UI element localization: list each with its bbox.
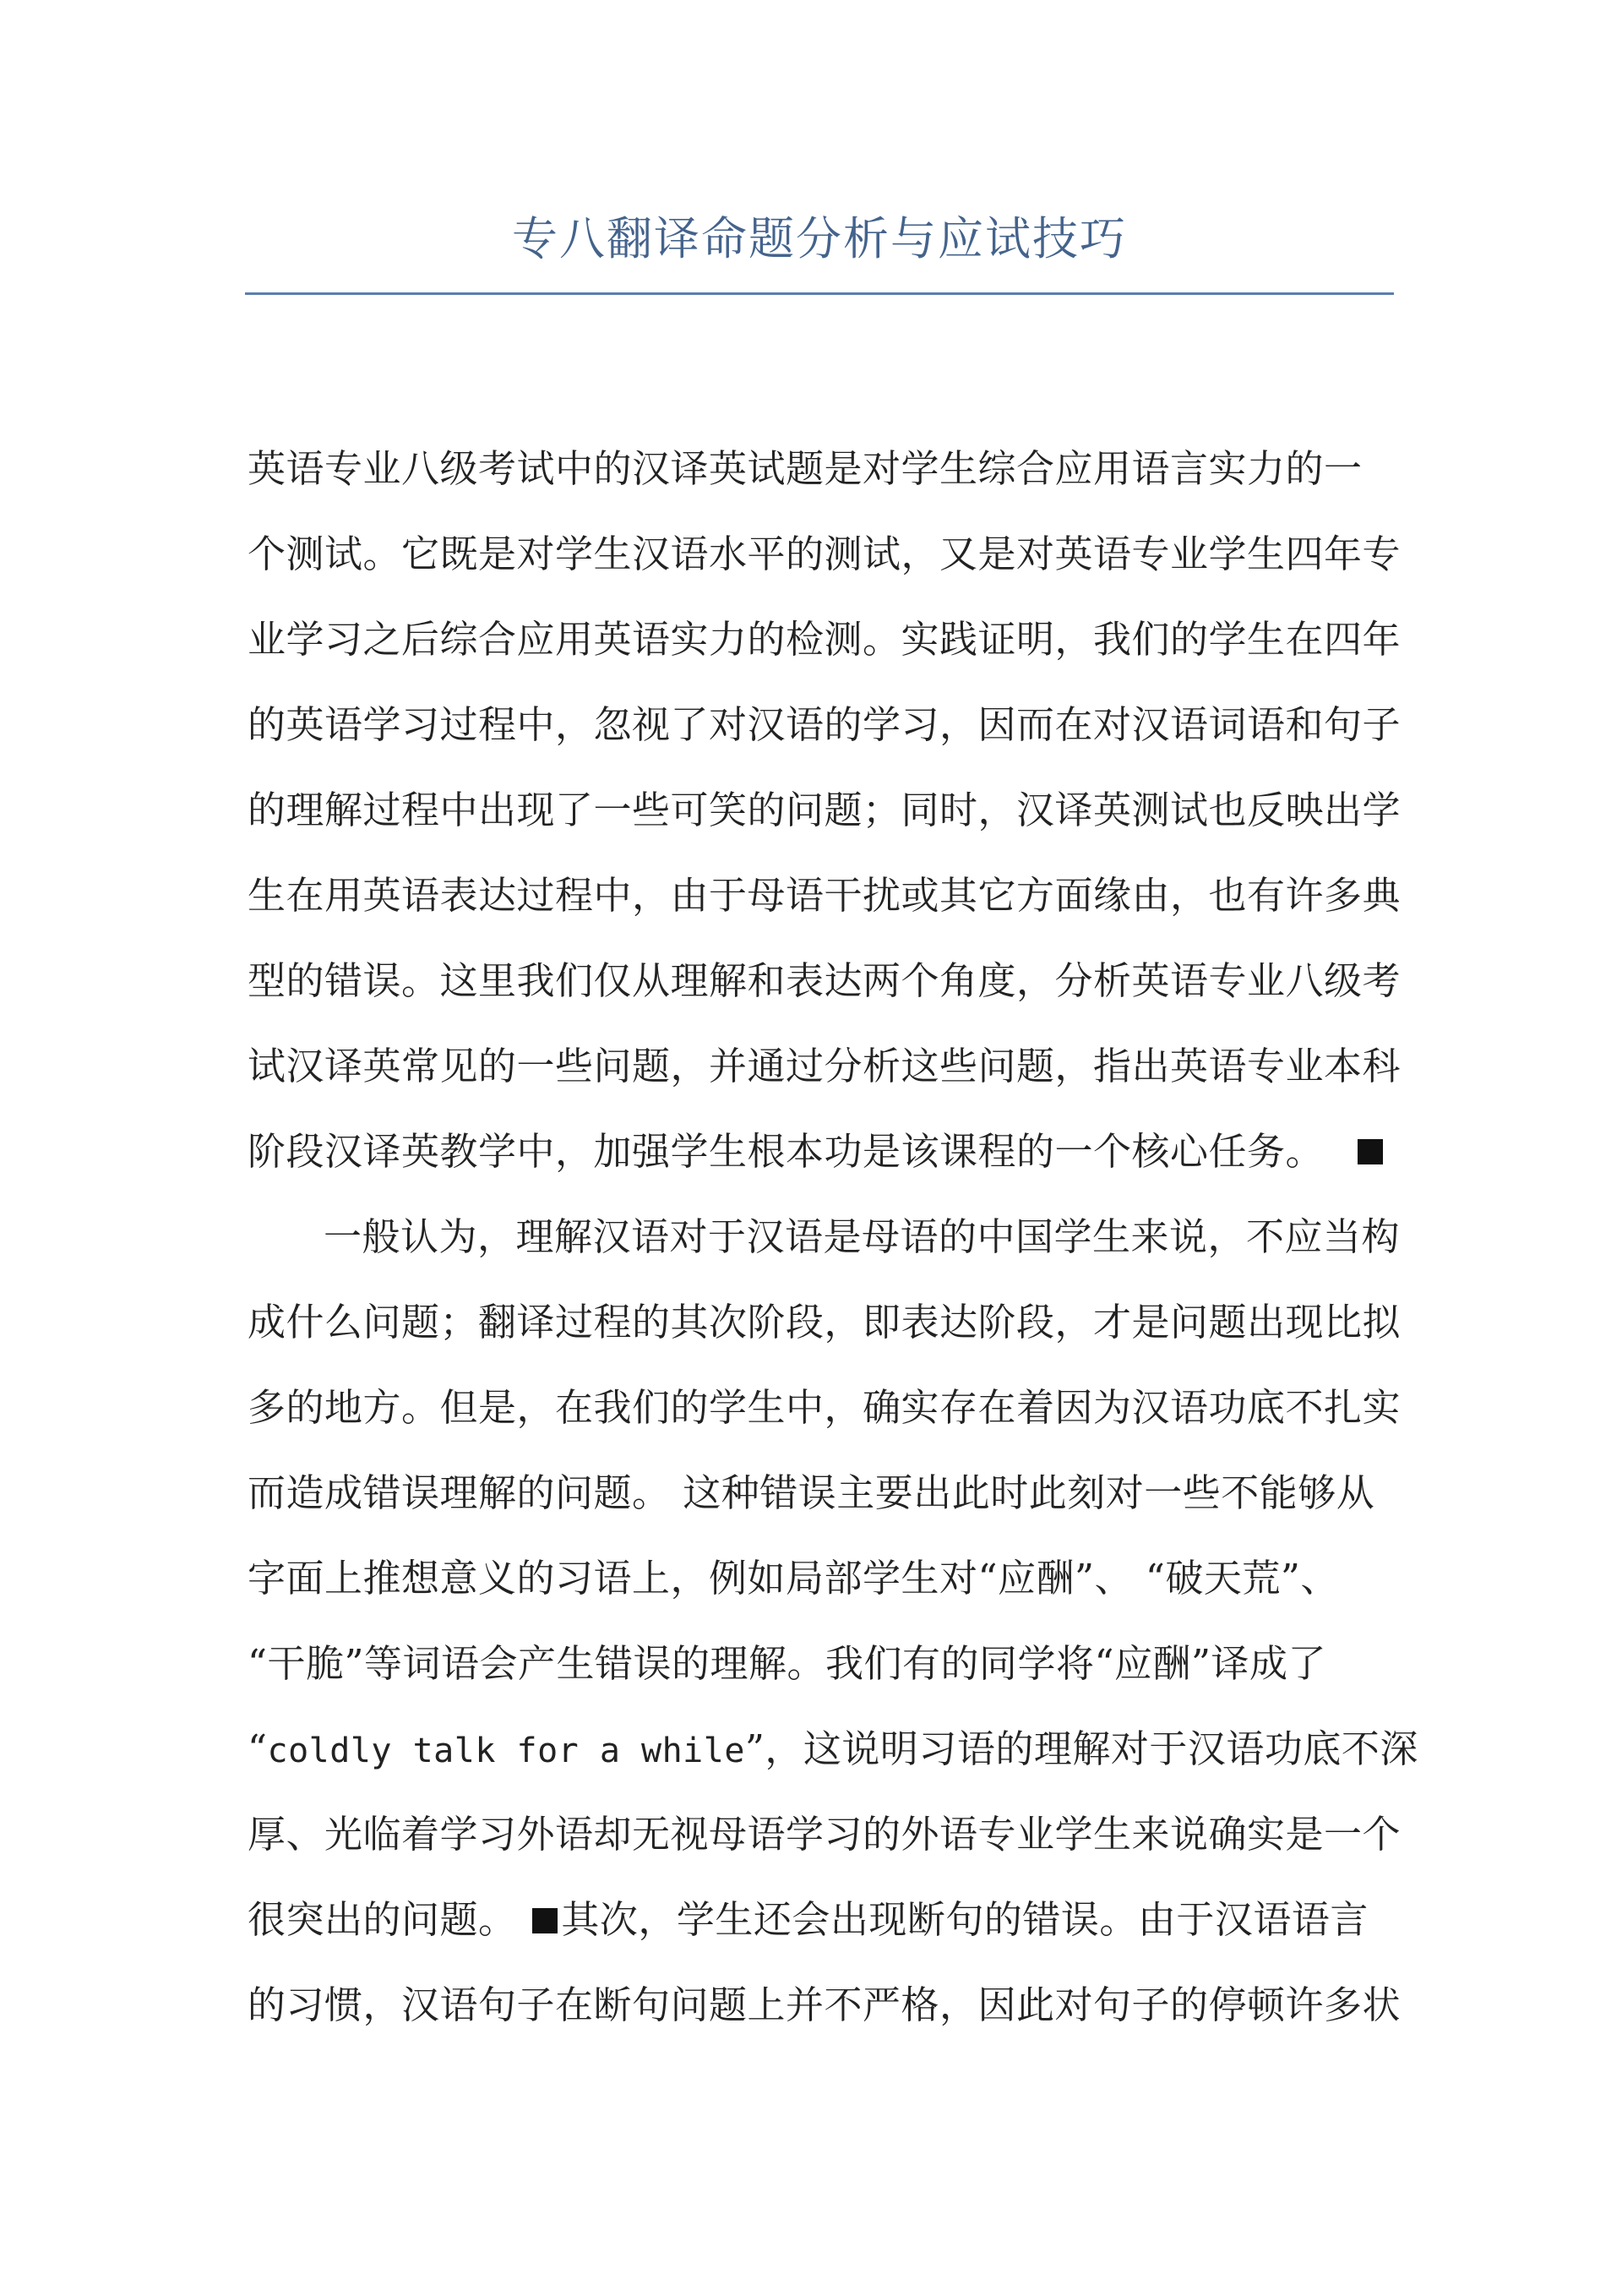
line-text-before-marker: 很突出的问题。 — [248, 1897, 530, 1942]
paragraph-line: 型的错误。这里我们仅从理解和表达两个角度，分析英语专业八级考 — [248, 958, 1402, 1003]
paragraph-line — [248, 1720, 1418, 1805]
paragraph-line: 字面上推想意义的习语上，例如局部学生对“应酬”、 “破天荒”、 — [248, 1556, 1339, 1601]
paragraph-line: 而造成错误理解的问题。 这种错误主要出此时此刻对一些不能够从 — [248, 1470, 1375, 1515]
line-continuation: ”，这说明习语的理解对于汉语功底不深 — [744, 1726, 1418, 1771]
document-title: 专八翻译命题分析与应试技巧 — [512, 212, 1127, 265]
paragraph-line: 个测试。它既是对学生汉语水平的测试，又是对英语专业学生四年专 — [248, 532, 1402, 576]
paragraph-line: 试汉译英常见的一些问题，并通过分析这些问题，指出英语专业本科 — [248, 1044, 1402, 1088]
paragraph-line: “干脆”等词语会产生错误的理解。我们有的同学将“应酬”译成了 — [248, 1641, 1327, 1686]
paragraph-line-last — [248, 1122, 1396, 1208]
paragraph-line: 的理解过程中出现了一些可笑的问题；同时，汉译英测试也反映出学 — [248, 788, 1402, 832]
paragraph-line: 多的地方。但是，在我们的学生中，确实存在着因为汉语功底不扎实 — [248, 1385, 1402, 1430]
title-underline — [245, 292, 1394, 295]
paragraph-line: 的英语学习过程中，忽视了对汉语的学习，因而在对汉语词语和句子 — [248, 702, 1402, 747]
document-body — [248, 439, 1418, 2061]
paragraph-1 — [248, 439, 1402, 1208]
black-square-marker-icon — [1358, 1139, 1383, 1164]
paragraph-line: 的习惯，汉语句子在断句问题上并不严格，因此对句子的停顿许多状 — [248, 1982, 1402, 2027]
paragraph-line: 生在用英语表达过程中，由于母语干扰或其它方面缘由，也有许多典 — [248, 873, 1402, 918]
line-text-after-marker: 其次，学生还会出现断句的错误。由于汉语语言 — [561, 1897, 1369, 1942]
paragraph-line: 业学习之后综合应用英语实力的检测。实践证明，我们的学生在四年 — [248, 617, 1402, 662]
english-phrase: coldly talk for a while — [267, 1732, 745, 1770]
open-quote: “ — [248, 1726, 268, 1771]
paragraph-line-text: 阶段汉译英教学中，加强学生根本功是该课程的一个核心任务。 — [248, 1129, 1325, 1174]
paragraph-line: 一般认为，理解汉语对于汉语是母语的中国学生来说，不应当构 — [324, 1214, 1401, 1259]
black-square-marker-icon — [532, 1908, 558, 1933]
paragraph-line: 成什么问题；翻译过程的其次阶段，即表达阶段，才是问题出现比拟 — [248, 1300, 1402, 1344]
paragraph-line — [248, 1890, 1396, 1976]
paragraph-2 — [248, 1208, 1418, 2061]
paragraph-line: 厚、光临着学习外语却无视母语学习的外语专业学生来说确实是一个 — [248, 1812, 1402, 1857]
paragraph-line: 英语专业八级考试中的汉译英试题是对学生综合应用语言实力的一 — [248, 446, 1363, 491]
